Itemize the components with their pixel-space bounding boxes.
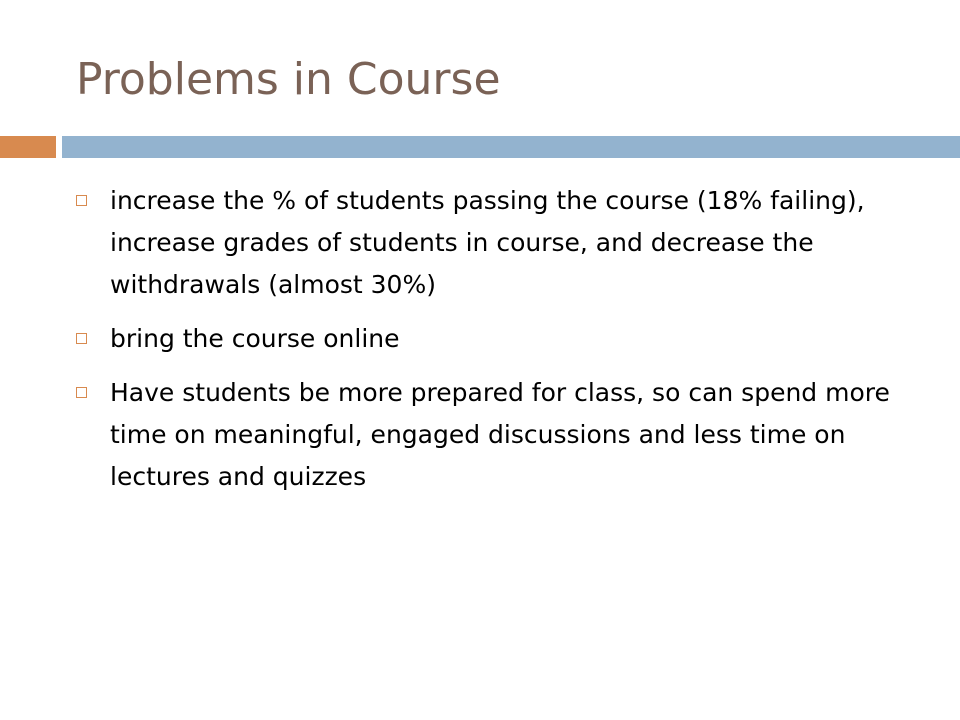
hollow-square-bullet-icon [76, 333, 87, 344]
bullet-item [76, 180, 906, 306]
bullet-list [76, 180, 906, 510]
bullet-text: Have students be more prepared for class, so can spend more time on meaningful, engaged discussions and less time on lectures and quizzes [110, 378, 890, 491]
bullet-item [76, 318, 906, 360]
slide-title: Problems in Course [76, 54, 501, 105]
bullet-text: increase the % of students passing the course (18% failing), increase grades of students in course, and decrease the withdrawals (almost 30%) [110, 186, 865, 299]
bullet-text: bring the course online [110, 324, 400, 353]
accent-bar-orange [0, 136, 56, 158]
hollow-square-bullet-icon [76, 195, 87, 206]
hollow-square-bullet-icon [76, 387, 87, 398]
bullet-item [76, 372, 906, 498]
accent-bar-blue [62, 136, 960, 158]
